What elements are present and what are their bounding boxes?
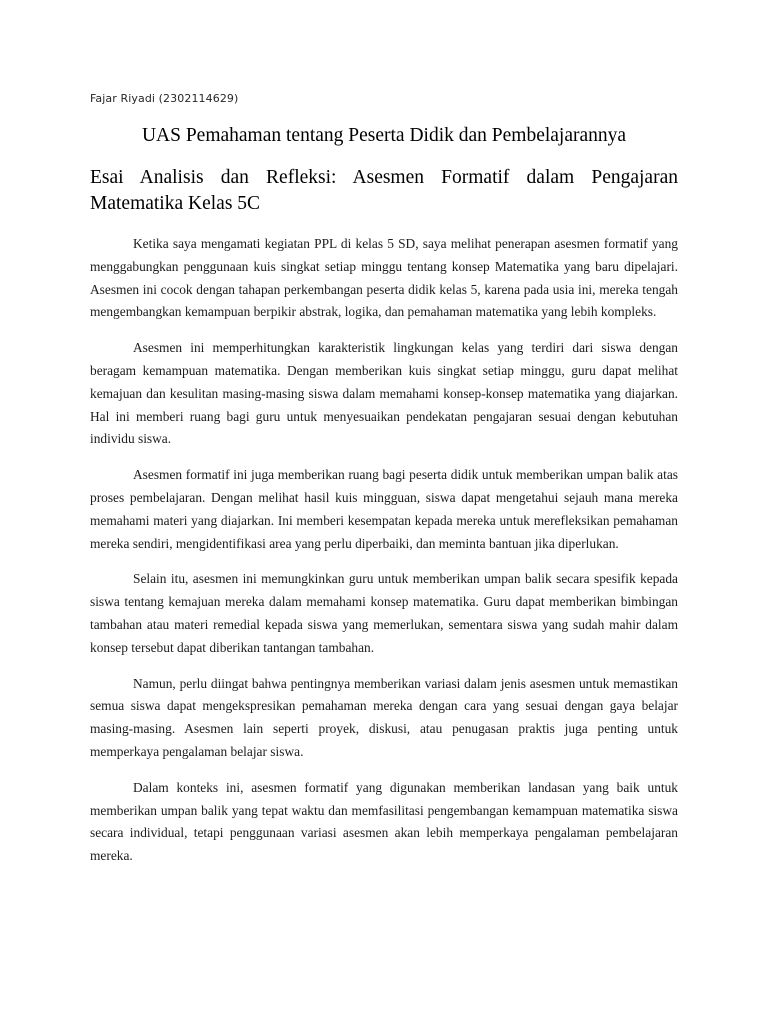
paragraph-4: Selain itu, asesmen ini memungkinkan guru untuk memberikan umpan balik secara spesifik kepada siswa tentang kemajuan mereka dalam memahami konsep matematika. Guru dapat memberikan bimbingan tambahan atau materi remedial kepada siswa yang memerlukan, sementara siswa yang sudah mahir dalam konsep tersebut dapat diberikan tantangan tambahan. — [90, 571, 678, 655]
paragraph-5: Namun, perlu diingat bahwa pentingnya memberikan variasi dalam jenis asesmen untuk memastikan semua siswa dapat mengekspresikan pemahaman mereka dengan cara yang sesuai dengan gaya belajar masing-masing. Asesmen lain seperti proyek, diskusi, atau penugasan praktis juga penting untuk memperkaya pengalaman belajar siswa. — [90, 675, 678, 759]
paragraph-2: Asesmen ini memperhitungkan karakteristik lingkungan kelas yang terdiri dari siswa dengan beragam kemampuan matematika. Dengan memberikan kuis singkat setiap minggu, guru dapat melihat kemajuan dan kesulitan masing-masing siswa dalam memahami konsep-konsep matematika yang diajarkan. Hal ini memberi ruang bagi guru untuk menyesuaikan pendekatan pengajaran sesuai dengan kebutuhan individu siswa. — [90, 340, 678, 447]
paragraph-3: Asesmen formatif ini juga memberikan ruang bagi peserta didik untuk memberikan umpan balik atas proses pembelajaran. Dengan melihat hasil kuis mingguan, siswa dapat mengetahui sejauh mana mereka memahami materi yang diajarkan. Ini memberi kesempatan kepada mereka untuk merefleksikan pemahaman mereka sendiri, mengidentifikasi area yang perlu diperbaiki, dan meminta bantuan jika diperlukan. — [90, 467, 678, 551]
paragraph-1: Ketika saya mengamati kegiatan PPL di kelas 5 SD, saya melihat penerapan asesmen formatif yang menggabungkan penggunaan kuis singkat setiap minggu tentang konsep Matematika yang baru dipelajari. Asesmen ini cocok dengan tahapan perkembangan peserta didik kelas 5, karena pada usia ini, mereka tengah mengembangkan kemampuan berpikir abstrak, logika, dan pemahaman matematika yang lebih kompleks. — [90, 236, 678, 320]
paragraph-6: Dalam konteks ini, asesmen formatif yang digunakan memberikan landasan yang baik untuk memberikan umpan balik yang tepat waktu dan memfasilitasi pengembangan kemampuan matematika siswa secara individual, tetapi penggunaan variasi asesmen akan lebih memperkaya pengalaman pembelajaran mereka. — [90, 779, 678, 864]
essay-subtitle: Esai Analisis dan Refleksi: Asesmen Formatif dalam Pengajaran Matematika Kelas 5C — [90, 167, 678, 214]
document-title: UAS Pemahaman tentang Peserta Didik dan Pembelajarannya — [141, 125, 627, 146]
author-line: Fajar Riyadi (2302114629) — [90, 92, 239, 105]
